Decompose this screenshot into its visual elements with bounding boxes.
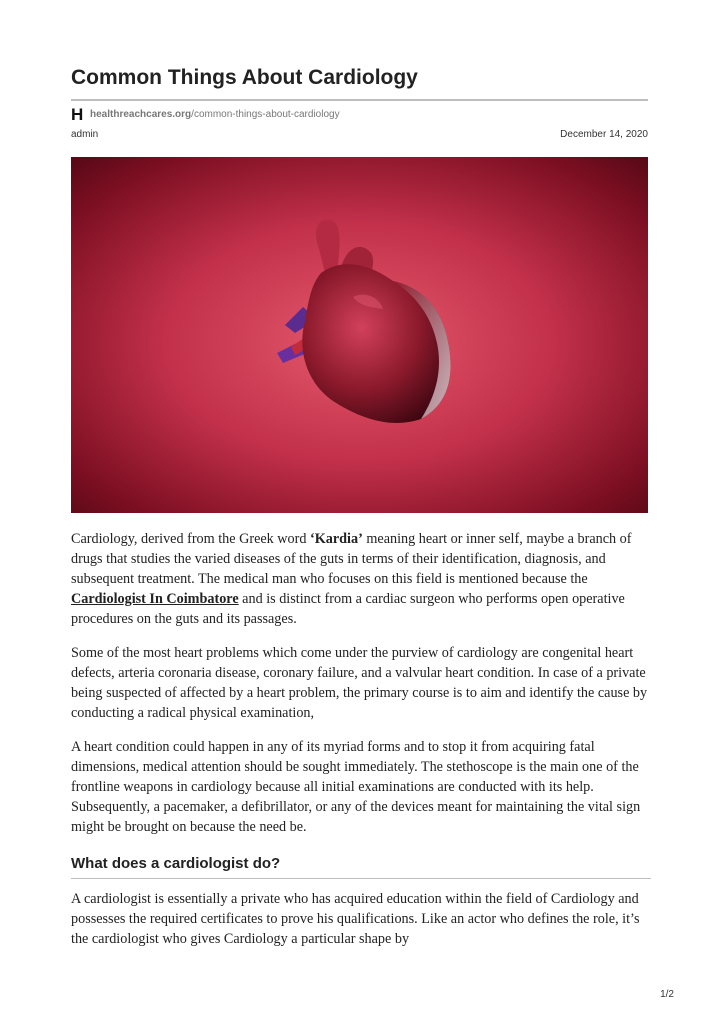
site-logo-icon: H bbox=[71, 105, 84, 124]
heart-illustration bbox=[71, 157, 648, 513]
page-number: 1/2 bbox=[660, 989, 674, 1000]
paragraph-2: Some of the most heart problems which come under the purview of cardiology are congenital heart defects, arteria coronaria disease, coronary failure, and a valvular heart condition. In case of a private being suspected of affected by a heart problem, the primary course is to aim and identify the cause by conducting a radical physical examination, bbox=[71, 645, 648, 721]
paragraph-4: A cardiologist is essentially a private who has acquired education within the field of Cardiology and possesses the required certificates to prove his qualifications. Like an actor who defines the role, it’s the cardiologist who gives Cardiology a particular shape by bbox=[71, 891, 640, 947]
article-body bbox=[71, 529, 651, 963]
page-title: Common Things About Cardiology bbox=[71, 66, 418, 89]
source-path[interactable]: /common-things-about-cardiology bbox=[191, 109, 340, 120]
paragraph-3: A heart condition could happen in any of its myriad forms and to stop it from acquiring fatal dimensions, medical attention should be sought immediately. The stethoscope is the main one of the frontline weapons in cardiology because all initial examinations are conducted with its help. Subsequently, a pacemaker, a defibrillator, or any of the devices meant for maintaining the vital sign might be brought on because the need be. bbox=[71, 739, 641, 835]
publish-date: December 14, 2020 bbox=[560, 129, 648, 140]
paragraph-1-text-b: meaning heart or inner self, maybe a branch of drugs that studies the varied diseases of the guts in terms of their identification, diagnosis, and subsequent treatment. The medical man who focuses on this field is mentioned because the bbox=[71, 531, 632, 587]
title-divider bbox=[71, 99, 648, 101]
kardia-term: ‘Kardia’ bbox=[310, 531, 363, 547]
paragraph-1 bbox=[71, 529, 651, 629]
cardiologist-coimbatore-link[interactable]: Cardiologist In Coimbatore bbox=[71, 591, 239, 607]
paragraph-1-text-c: and is distinct from a cardiac surgeon who performs open operative procedures on the guts and its passages. bbox=[71, 591, 625, 627]
section-heading: What does a cardiologist do? bbox=[71, 855, 651, 879]
hero-image bbox=[71, 157, 648, 513]
source-domain[interactable]: healthreachcares.org bbox=[90, 109, 192, 120]
paragraph-1-text-a: Cardiology, derived from the Greek word bbox=[71, 531, 311, 547]
author-name: admin bbox=[71, 129, 99, 140]
source-line bbox=[71, 106, 340, 123]
